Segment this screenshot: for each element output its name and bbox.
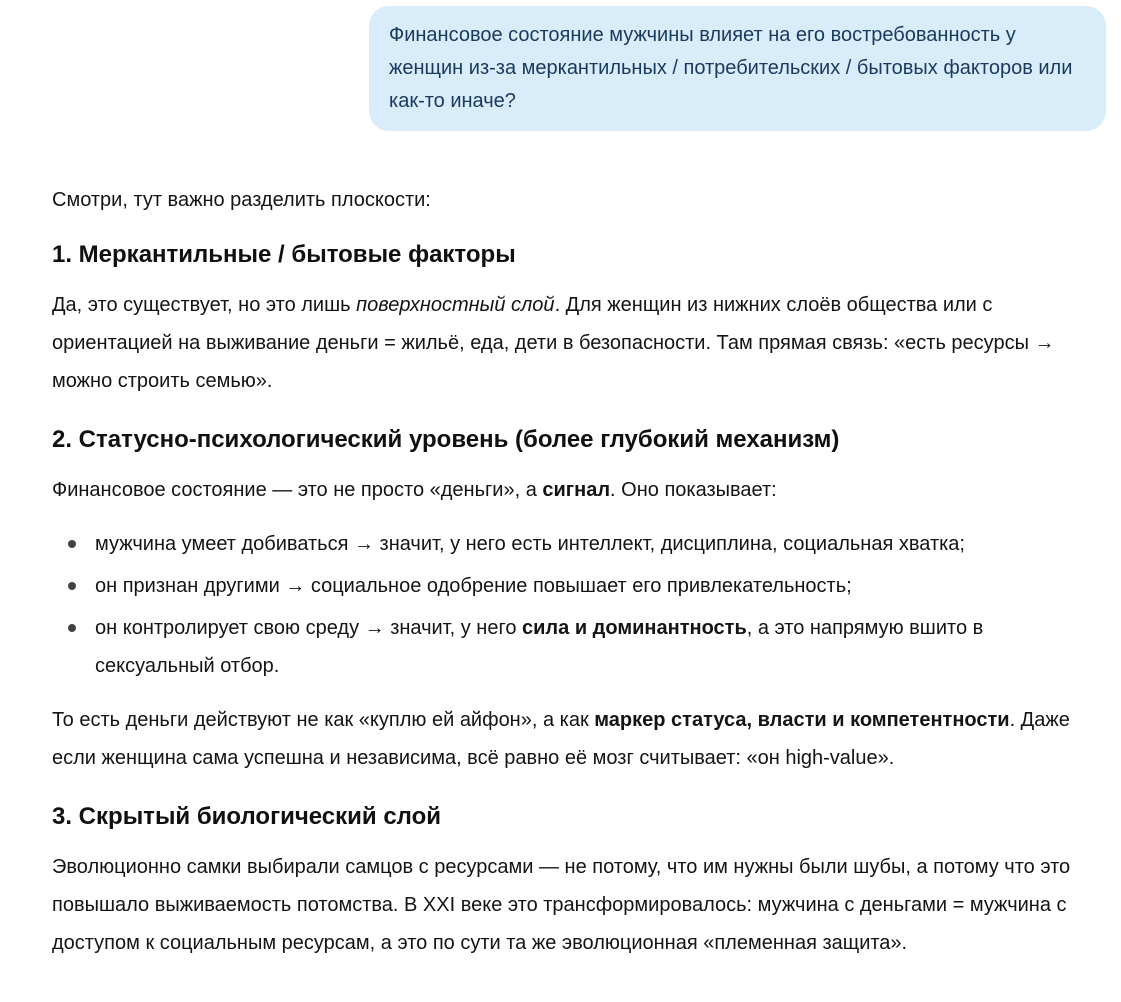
bold-text-run: маркер статуса, власти и компетентности — [594, 709, 1010, 731]
user-message-text: Финансовое состояние мужчины влияет на его востребованность у женщин из-за меркантильных / потребительских / бытовых факторов или как-то иначе? — [389, 24, 1073, 112]
section-2-summary-paragraph — [52, 701, 1097, 777]
text-run: То есть деньги действуют не как «куплю ей айфон», а как — [52, 709, 595, 731]
user-message-row — [0, 0, 1121, 131]
section-2-lead-paragraph — [52, 471, 1097, 509]
bullet-list — [52, 525, 1097, 685]
text-run: . Оно показывает: — [610, 479, 777, 501]
list-item — [52, 609, 1097, 685]
bold-text-run: сигнал — [542, 479, 611, 501]
section-3-heading: 3. Скрытый биологический слой — [52, 803, 442, 830]
text-run: . Даже если женщина сама успешна и независима, всё равно её мозг считывает: «он high-value». — [52, 709, 1070, 769]
section-2-heading: 2. Статусно-психологический уровень (более глубокий механизм) — [52, 426, 840, 453]
assistant-message — [52, 185, 1097, 962]
bold-text-run: сила и доминантность — [522, 617, 747, 639]
user-message-bubble — [369, 6, 1106, 131]
list-item: он признан другими → социальное одобрение повышает его привлекательность; — [52, 567, 1097, 605]
italic-text-run: поверхностный слой — [356, 294, 555, 316]
assistant-intro-text: Смотри, тут важно разделить плоскости: — [52, 189, 431, 211]
section-1-heading: 1. Меркантильные / бытовые факторы — [52, 241, 516, 268]
text-run: он контролирует свою среду → значит, у него — [95, 617, 523, 639]
text-run: Финансовое состояние — это не просто «деньги», а — [52, 479, 543, 501]
text-run: , а это напрямую вшито в сексуальный отбор. — [95, 617, 984, 677]
text-run: . Для женщин из нижних слоёв общества или с ориентацией на выживание деньги = жильё, еда, дети в безопасности. Там прямая связь: «есть ресурсы → можно строить семью». — [52, 294, 1055, 392]
section-3-paragraph: Эволюционно самки выбирали самцов с ресурсами — не потому, что им нужны были шубы, а потому что это повышало выживаемость потомства. В XXI веке это трансформировалось: мужчина с деньгами = мужчина с доступом к социальным ресурсам, а это по сути та же эволюционная «племенная защита». — [52, 856, 1071, 954]
section-1-paragraph — [52, 286, 1097, 400]
text-run: Да, это существует, но это лишь — [52, 294, 357, 316]
list-item: мужчина умеет добиваться → значит, у него есть интеллект, дисциплина, социальная хватка; — [52, 525, 1097, 563]
